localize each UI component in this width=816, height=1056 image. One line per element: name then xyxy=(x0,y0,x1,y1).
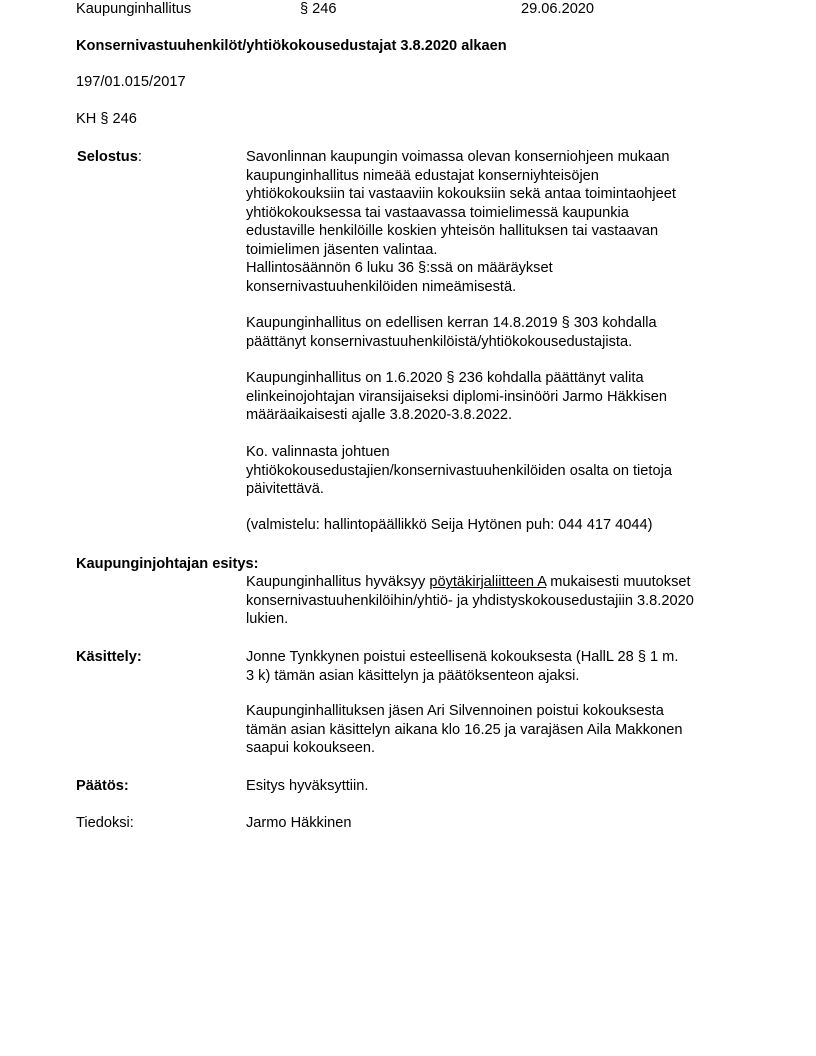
esitys-label: Kaupunginjohtajan esitys: xyxy=(76,556,259,572)
header-organ: Kaupunginhallitus xyxy=(76,1,192,17)
document-title: Konsernivastuuhenkilöt/yhtiökokousedustajat 3.8.2020 alkaen xyxy=(76,38,507,54)
selostus-paragraph-3: Kaupunginhallitus on 1.6.2020 § 236 kohdalla päättänyt valita elinkeinojohtajan viransijaiseksi diplomi-insinööri Jarmo Häkkisen määräaikaisesti ajalle 3.8.2020-3.8.2022. xyxy=(246,370,667,423)
tiedoksi-text: Jarmo Häkkinen xyxy=(246,815,352,831)
liite-a-link[interactable]: pöytäkirjaliitteen A xyxy=(429,574,547,590)
header-date: 29.06.2020 xyxy=(521,1,595,17)
selostus-paragraph-4: Ko. valinnasta johtuen yhtiökokousedustajien/konsernivastuuhenkilöiden osalta on tietoja päivitettävä. xyxy=(246,444,672,497)
kasittely-paragraph-1: Jonne Tynkkynen poistui esteellisenä kokouksesta (HallL 28 § 1 m. 3 k) tämän asian käsittelyn ja päätöksenteon ajaksi. xyxy=(246,649,679,684)
esitys-text: Kaupunginhallitus hyväksyy pöytäkirjaliitteen A mukaisesti muutokset konsernivastuuhenkilöihin/yhtiö- ja yhdistyskokousedustajiin 3.8.2020 lukien. xyxy=(246,574,694,627)
paatos-label: Päätös: xyxy=(76,778,129,794)
selostus-label: Selostus: xyxy=(77,149,142,165)
paatos-text: Esitys hyväksyttiin. xyxy=(246,778,369,794)
selostus-paragraph-5: (valmistelu: hallintopäällikkö Seija Hytönen puh: 044 417 4044) xyxy=(246,517,653,533)
kasittely-paragraph-2: Kaupunginhallituksen jäsen Ari Silvennoinen poistui kokouksesta tämän asian käsittelyn aikana klo 16.25 ja varajäsen Aila Makkonen saapui kokoukseen. xyxy=(246,703,683,756)
selostus-paragraph-1: Savonlinnan kaupungin voimassa olevan konserniohjeen mukaan kaupunginhallitus nimeää edustajat konserniyhteisöjen yhtiökokouksiin tai vastaaviin kokouksiin sekä antaa toimintaohjeet yhtiökokouksessa tai vastaavassa toimielimessä kaupunkia edustaville henkilöille koskien yhteisön hallituksen tai vastaavan toimielimen jäsenten valintaa. Hallintosäännön 6 luku 36 §:ssä on määräykset konsernivastuuhenkilöiden nimeämisestä. xyxy=(246,149,676,295)
record-number: 197/01.015/2017 xyxy=(76,74,186,90)
kasittely-label: Käsittely: xyxy=(76,649,142,665)
header-section: § 246 xyxy=(300,1,337,17)
reference: KH § 246 xyxy=(76,111,137,127)
selostus-paragraph-2: Kaupunginhallitus on edellisen kerran 14.8.2019 § 303 kohdalla päättänyt konsernivastuuhenkilöistä/yhtiökokousedustajista. xyxy=(246,315,657,350)
tiedoksi-label: Tiedoksi: xyxy=(76,815,134,831)
